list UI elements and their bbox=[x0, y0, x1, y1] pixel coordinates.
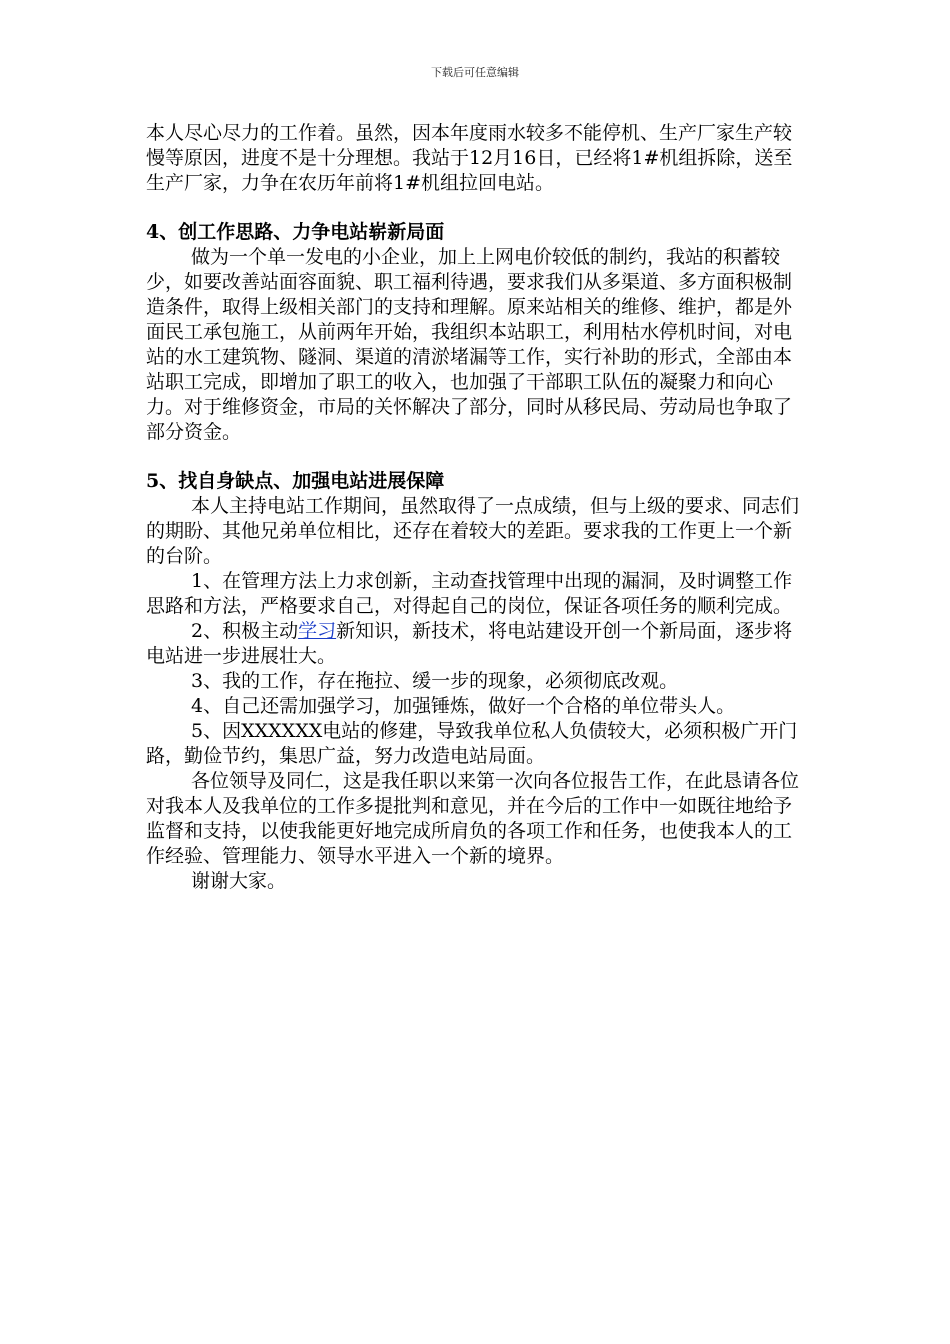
section-4-heading: 4、创工作思路、力争电站崭新局面 bbox=[146, 221, 445, 243]
page-header: 下载后可任意编辑 bbox=[431, 66, 519, 79]
thanks-line: 谢谢大家。 bbox=[191, 870, 287, 892]
paragraph-gap bbox=[146, 445, 806, 469]
list-item-5: 5、因XXXXXX电站的修建，导致我单位私人负债较大，必须积极广开门路，勤俭节约，集思广益，努力改造电站局面。 bbox=[146, 720, 798, 767]
list-item-4: 4、自己还需加强学习，加强锤炼，做好一个合格的单位带头人。 bbox=[191, 695, 736, 717]
section-5-heading: 5、找自身缺点、加强电站进展保障 bbox=[146, 470, 445, 492]
closing-paragraph: 各位领导及同仁，这是我任职以来第一次向各位报告工作，在此恳请各位对我本人及我单位的工作多提批判和意见，并在今后的工作中一如既往地给予监督和支持，以使我能更好地完成所肩负的各项工作和任务，也使我本人的工作经验、管理能力、领导水平进入一个新的境界。 bbox=[146, 770, 800, 867]
intro-paragraph: 本人尽心尽力的工作着。虽然，因本年度雨水较多不能停机、生产厂家生产较慢等原因，进度不是十分理想。我站于12月16日，已经将1#机组拆除，送至生产厂家，力争在农历年前将1#机组拉回电站。 bbox=[146, 122, 793, 194]
paragraph-gap bbox=[146, 196, 806, 220]
list-item-2-text-before: 2、积极主动 bbox=[191, 620, 299, 642]
list-item-2 bbox=[146, 619, 806, 669]
study-link[interactable]: 学习 bbox=[298, 620, 337, 642]
document-body bbox=[146, 121, 806, 894]
list-item-1: 1、在管理方法上力求创新，主动查找管理中出现的漏洞，及时调整工作思路和方法，严格要求自己，对得起自己的岗位，保证各项任务的顺利完成。 bbox=[146, 570, 793, 617]
list-item-3: 3、我的工作，存在拖拉、缓一步的现象，必须彻底改观。 bbox=[191, 670, 679, 692]
section-4-paragraph: 做为一个单一发电的小企业，加上上网电价较低的制约，我站的积蓄较少，如要改善站面容面貌、职工福利待遇，要求我们从多渠道、多方面积极制造条件，取得上级相关部门的支持和理解。原来站相关的维修、维护，都是外面民工承包施工，从前两年开始，我组织本站职工，利用枯水停机时间，对电站的水工建筑物、隧洞、渠道的清淤堵漏等工作，实行补助的形式，全部由本站职工完成，即增加了职工的收入，也加强了干部职工队伍的凝聚力和向心力。对于维修资金，市局的关怀解决了部分，同时从移民局、劳动局也争取了部分资金。 bbox=[146, 246, 793, 443]
section-5-paragraph: 本人主持电站工作期间，虽然取得了一点成绩，但与上级的要求、同志们的期盼、其他兄弟单位相比，还存在着较大的差距。要求我的工作更上一个新的台阶。 bbox=[146, 495, 800, 567]
list-item-2-text-after: 新知识，新技术，将电站建设开创一个新局面，逐步将电站进一步进展壮大。 bbox=[146, 620, 793, 667]
